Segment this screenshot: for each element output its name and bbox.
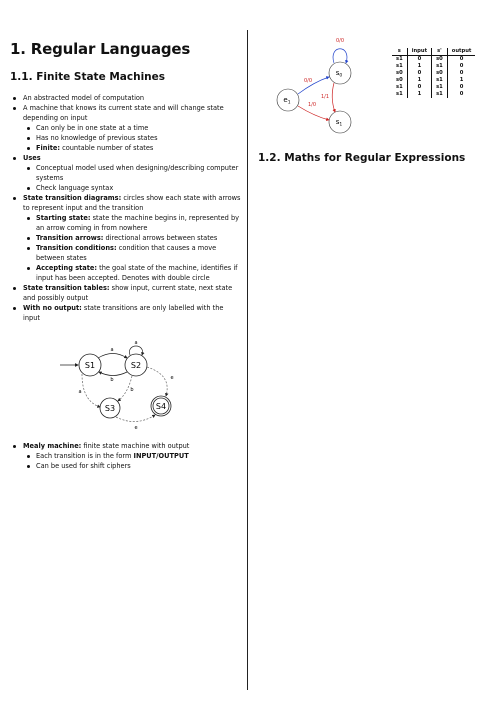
state-s2-label: S2 [130,361,142,370]
sub-list-item-text: Conceptual model used when designing/describing computer systems [36,164,239,182]
section-title: 1. Regular Languages [10,40,191,58]
sub-list-item [23,263,242,283]
table-cell: s1 [432,77,448,84]
list-item-bold: State transition tables: [23,284,110,292]
mealy-arrow-s0-s1 [332,83,335,112]
list-item-bold: Mealy machine: [23,442,82,450]
mealy-arrow-e1-s1 [298,106,329,120]
sub-list-item-bold: Starting state: [36,214,91,222]
sub-list-item [23,183,242,193]
label-s1-s2: a [110,347,114,353]
list-item-sublist [23,451,242,471]
sub-list-item-text: directional arrows between states [103,234,218,242]
sub-list-item [23,163,242,183]
fsm-bullet-list [10,93,242,323]
table-cell: 0 [459,70,464,76]
sub-list-item-text: Check language syntax [36,184,114,192]
state-s3-label: S3 [104,404,116,413]
table-header-next-state: s' [432,48,448,56]
table-cell: 0 [459,56,464,62]
mealy-bullet-list [10,441,242,471]
list-item [10,441,242,471]
table-row [392,63,475,70]
mealy-figure [258,30,490,152]
table-cell: s1 [392,63,407,70]
table-row [392,56,475,64]
label-s2-s4: e [170,375,174,381]
list-item [10,303,242,323]
table-cell: s0 [392,70,407,77]
table-header-s: s [392,48,407,56]
table-cell: 0 [407,56,431,64]
sub-list-item-text: Each transition is in the form [36,452,134,460]
arrow-s2-s1 [99,372,127,376]
sub-list-item-bold: Transition conditions: [36,244,117,252]
table-cell: 0 [459,63,464,69]
mealy-arrow-loop [333,49,347,63]
table-header-input: input [407,48,431,56]
sub-list-item-text: the goal state of the machine, identifies if input has been accepted. Denotes with double circle [36,264,238,282]
table-cell: s0 [392,77,407,84]
sub-list-item-text: countable number of states [59,144,154,152]
regex-heading: 1.2. Maths for Regular Expressions [258,152,466,164]
table-cell: 0 [459,84,464,90]
list-item-text: An abstracted model of computation [23,94,145,102]
label-s2-loop: a [134,341,138,346]
table-cell: s1 [432,84,448,91]
mealy-label-loop: 0/0 [335,38,345,44]
state-table-body [392,56,475,99]
state-transition-diagram [60,341,200,431]
state-transition-table [392,48,475,98]
table-cell: 0 [459,91,464,97]
table-cell: 0 [407,84,431,91]
sub-list-item-bold: Transition arrows: [36,234,104,242]
left-column [10,40,242,471]
list-item-bold: Uses [23,154,41,162]
label-s3-s4: e [134,425,138,431]
fsm-heading: 1.1. Finite State Machines [10,71,166,83]
mealy-state-s0-label: $s_0$ [335,69,343,79]
table-cell: s1 [392,91,407,98]
mealy-label-e1-s1: 1/0 [307,102,317,108]
sub-list-item [23,243,242,263]
list-item-sublist [23,163,242,193]
state-s4-label: S4 [155,402,167,411]
mealy-machine-diagram [276,30,386,135]
mealy-label-e1-s0: 0/0 [303,78,313,84]
sub-list-item [23,143,242,153]
list-item [10,153,242,193]
table-cell: 1 [459,77,464,83]
sub-list-item [23,451,242,461]
mealy-label-s0-s1: 1/1 [320,94,330,100]
sub-list-item-bold-after: INPUT/OUTPUT [133,452,189,460]
state-s1-label: S1 [84,361,96,370]
sub-list-item-text: Can only be in one state at a time [36,124,149,132]
table-cell: 1 [407,77,431,84]
table-row [392,84,475,91]
table-cell: s0 [432,70,448,77]
label-s1-s3: a [78,389,82,395]
mealy-state-s1-label: $s_1$ [335,118,343,128]
table-cell: s1 [432,91,448,98]
sub-list-item-bold: Finite: [36,144,60,152]
sub-list-item [23,461,242,471]
list-item [10,93,242,103]
table-row [392,70,475,77]
mealy-arrow-e1-s0 [298,77,329,94]
table-header-output: output [447,48,475,56]
table-cell: s1 [432,63,448,70]
label-s2-s3: b [130,387,134,393]
sub-list-item-text: Can be used for shift ciphers [36,462,131,470]
mealy-state-e1-label: $e_1$ [283,96,291,106]
arrow-s3-s4 [116,415,155,422]
list-item-bold: With no output: [23,304,82,312]
arrow-s2-s4 [147,367,167,396]
list-item [10,103,242,153]
sub-list-item [23,133,242,143]
list-item-sublist [23,213,242,283]
right-column [258,30,490,165]
list-item-text: state transitions are only labelled with the input [23,304,224,322]
list-item [10,283,242,303]
sub-list-item [23,233,242,243]
table-cell: s1 [392,84,407,91]
table-cell: s0 [432,56,448,64]
table-cell: 0 [407,70,431,77]
label-s2-s1: b [110,377,114,383]
sub-list-item [23,123,242,133]
arrow-s1-s3 [82,374,100,407]
list-item-text: finite state machine with output [81,442,190,450]
column-divider [247,30,248,690]
list-item-text: show input, current state, next state and possibly output [23,284,233,302]
sub-list-item-bold: Accepting state: [36,264,98,272]
table-row [392,77,475,84]
sub-list-item [23,213,242,233]
table-row [392,91,475,98]
table-cell: 1 [407,63,431,70]
table-cell: 1 [407,91,431,98]
sub-list-item-text: Has no knowledge of previous states [36,134,158,142]
list-item-text: circles show each state with arrows to represent input and the transition [23,194,241,212]
list-item-bold: State transition diagrams: [23,194,122,202]
sub-list-item-text: state the machine begins in, represented by an arrow coming in from nowhere [36,214,240,232]
list-item-text: A machine that knows its current state and will change state depending on input [23,104,224,122]
sub-list-item-text: condition that causes a move between states [36,244,217,262]
table-cell: s1 [392,56,407,64]
arrow-s1-s2 [98,354,127,359]
list-item [10,193,242,283]
list-item-sublist [23,123,242,153]
